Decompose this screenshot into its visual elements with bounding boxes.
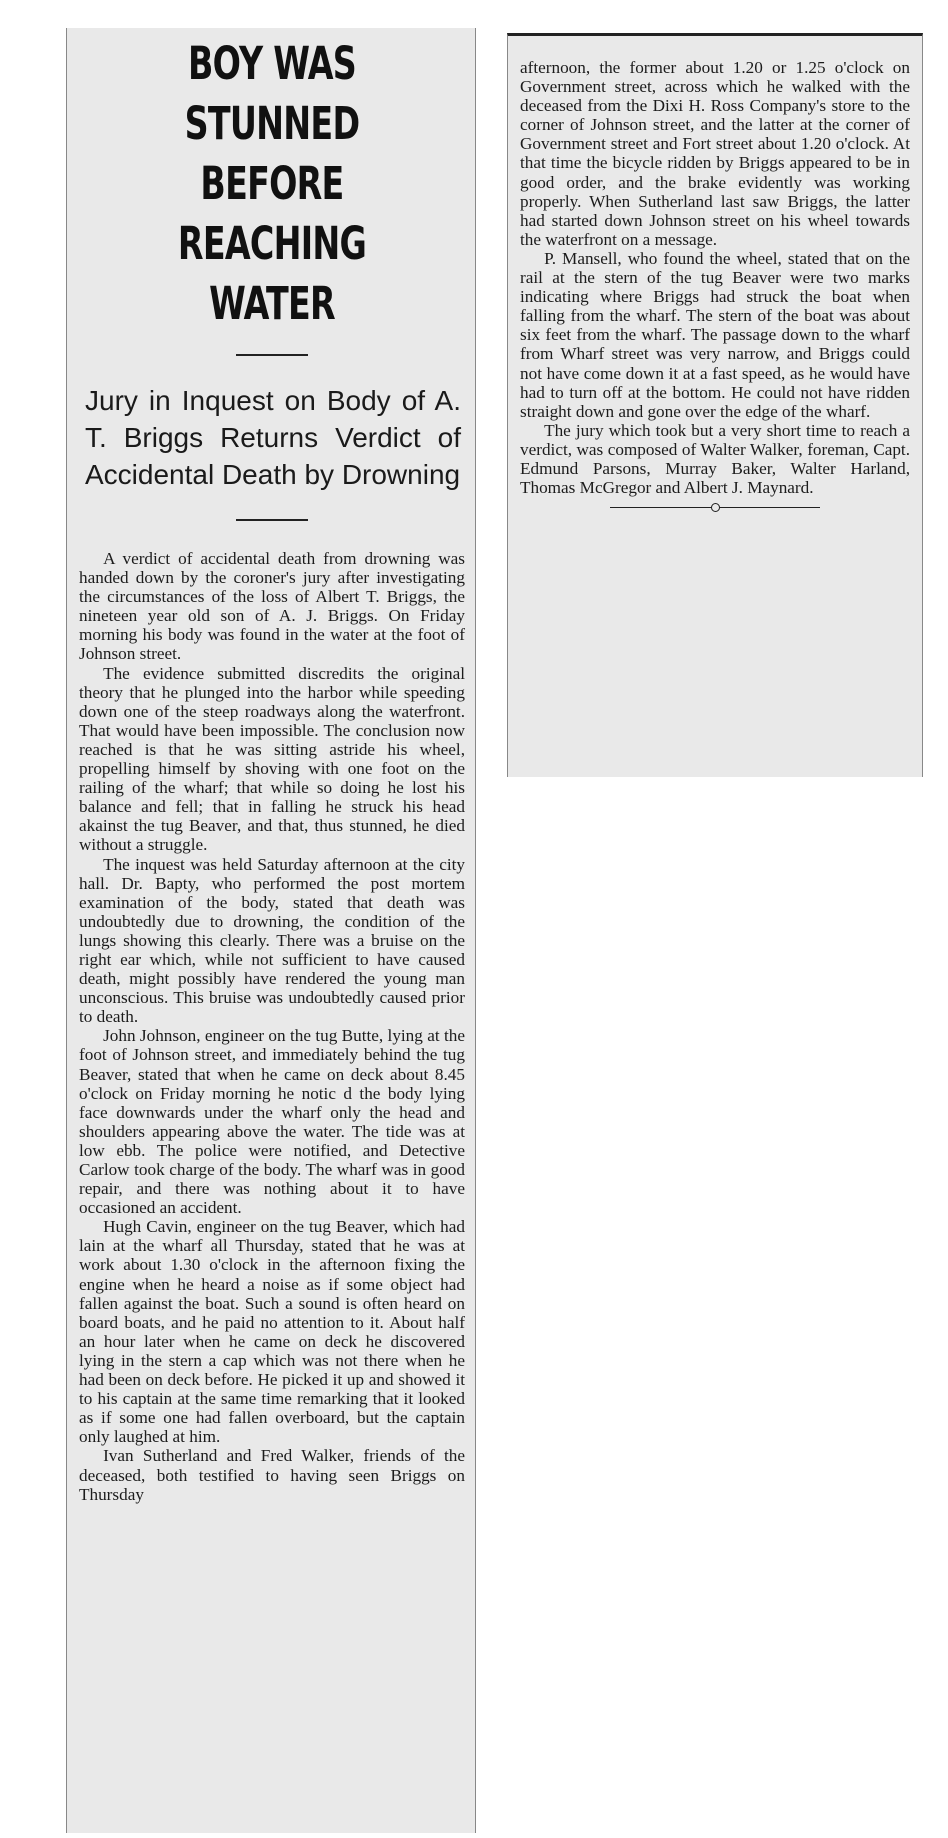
end-ornament-icon bbox=[711, 503, 720, 512]
headline-line: BEFORE REACHING bbox=[177, 157, 367, 270]
paragraph: The inquest was held Saturday afternoon at the city hall. Dr. Bapty, who performed the post mortem examination of the body, stated that death was undoubtedly due to drowning, the condition of the lungs showing this clearly. There was a bruise on the right ear which, while not sufficient to have caused death, might possibly have rendered the young man unconscious. This bruise was undoubtedly caused prior to death. bbox=[79, 854, 465, 1027]
article-right-column bbox=[507, 33, 923, 777]
headline bbox=[129, 34, 415, 334]
headline-divider bbox=[236, 354, 308, 356]
subhead-divider bbox=[236, 519, 308, 521]
subheadline: Jury in Inquest on Body of A. T. Briggs Returns Verdict of Accidental Death by Drowning bbox=[85, 385, 461, 490]
paragraph: The evidence submitted discredits the original theory that he plunged into the harbor while speeding down one of the steep roadways along the waterfront. That would have been impossible. The conclusion now reached is that he was sitting astride his wheel, propelling himself by shoving with one foot on the railing of the wharf; that while so doing he lost his balance and fell; that in falling he struck his head akainst the tug Beaver, and that, thus stunned, he died without a struggle. bbox=[79, 663, 465, 855]
article-body-right bbox=[520, 58, 910, 497]
paragraph: A verdict of accidental death from drowning was handed down by the coroner's jury after investigating the circumstances of the loss of Albert T. Briggs, the nineteen year old son of A. J. Briggs. On Friday morning his body was found in the water at the foot of Johnson street. bbox=[79, 549, 465, 664]
paragraph: Ivan Sutherland and Fred Walker, friends of the deceased, both testified to having seen Briggs on Thursday bbox=[79, 1446, 465, 1504]
paragraph: afternoon, the former about 1.20 or 1.25 o'clock on Government street, across which he walked with the deceased from the Dixi H. Ross Company's store to the corner of Johnson street, and the latter at the corner of Government street and Fort street about 1.20 o'clock. At that time the bicycle ridden by Briggs appeared to be in good order, and the brake evidently was working properly. When Sutherland last saw Briggs, the latter had started down Johnson street on his wheel towards the waterfront on a message. bbox=[520, 58, 910, 249]
paragraph: John Johnson, engineer on the tug Butte, lying at the foot of Johnson street, and immediately behind the tug Beaver, stated that when he came on deck about 8.45 o'clock on Friday morning he notic d the body lying face downwards under the wharf only the head and shoulders appearing above the water. The tide was at low ebb. The police were notified, and Detective Carlow took charge of the body. The wharf was in good repair, and there was nothing about it to have occasioned an accident. bbox=[79, 1026, 465, 1218]
headline-line: WATER bbox=[209, 277, 335, 330]
article-left-column bbox=[66, 28, 476, 1833]
paragraph: The jury which took but a very short time to reach a verdict, was composed of Walter Walker, foreman, Capt. Edmund Parsons, Murray Baker, Walter Harland, Thomas McGregor and Albert J. Maynard. bbox=[520, 420, 910, 498]
paragraph: Hugh Cavin, engineer on the tug Beaver, which had lain at the wharf all Thursday, stated that he was at work about 1.30 o'clock in the afternoon fixing the engine when he heard a noise as if some object had fallen against the boat. Such a sound is often heard on board boats, and he paid no attention to it. About half an hour later when he came on deck he discovered lying in the stern a cap which was not there when he had been on deck before. He picked it up and showed it to his captain at the same time remarking that it looked as if some one had fallen overboard, but the captain only laughed at him. bbox=[79, 1217, 465, 1447]
article-body-left bbox=[79, 549, 465, 1504]
end-of-article-rule bbox=[610, 507, 820, 508]
headline-line: BOY WAS STUNNED bbox=[184, 37, 360, 150]
paragraph: P. Mansell, who found the wheel, stated that on the rail at the stern of the tug Beaver were two marks indicating where Briggs had struck the boat when falling from the wharf. The stern of the boat was about six feet from the wharf. The passage down to the wharf from Wharf street was very narrow, and Briggs could not have come down it at a fast speed, as he would have had to turn off at the bottom. He could not have ridden straight down and gone over the edge of the wharf. bbox=[520, 248, 910, 421]
